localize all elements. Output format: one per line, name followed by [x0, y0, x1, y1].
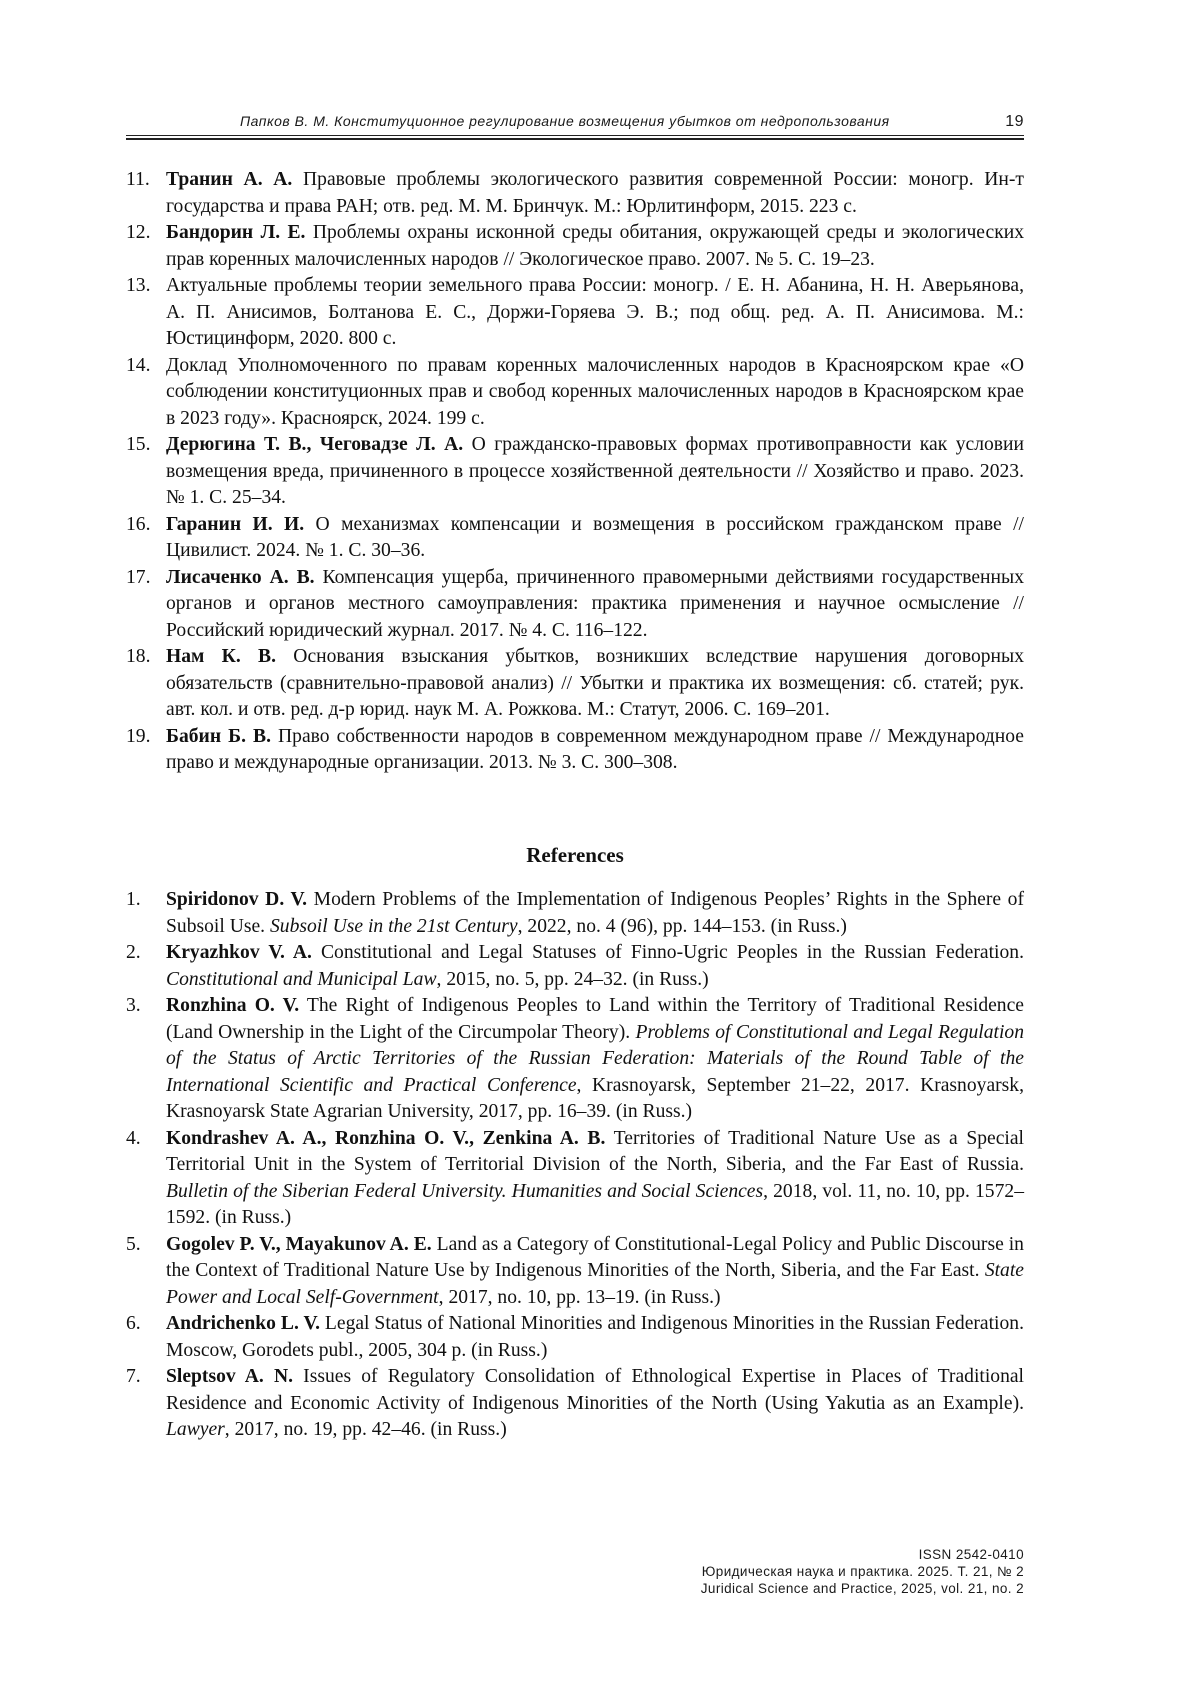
running-header-title: Папков В. М. Конституционное регулирование возмещения убытков от недропользования [240, 113, 890, 129]
reference-item [126, 565, 1024, 645]
english-reference-list [126, 887, 1024, 1444]
reference-number: 13. [126, 275, 151, 296]
reference-text: О механизмах компенсации и возмещения в российском гражданском праве // Цивилист. 2024. № 1. С. 30–36. [166, 513, 1025, 561]
reference-number: 19. [126, 725, 151, 747]
reference-details: , 2017, no. 19, pp. 42–46. (in Russ.) [224, 1419, 507, 1440]
reference-number: 7. [126, 1366, 141, 1387]
reference-number: 15. [126, 434, 151, 455]
reference-author: Бандорин Л. Е. [166, 222, 306, 243]
reference-number: 3. [126, 995, 141, 1016]
reference-number: 11. [126, 169, 150, 190]
footer-issn: ISSN 2542-0410 [918, 1547, 1024, 1562]
reference-item [126, 1232, 1024, 1312]
reference-details: , 2018, vol. 11, no. 10, pp. 1572–1592. (in Russ.) [166, 1180, 1024, 1228]
reference-text: Constitutional and Legal Statuses of Finno-Ugric Peoples in the Russian Federation. [311, 942, 1024, 963]
reference-item [126, 644, 1024, 724]
reference-details: , Krasnoyarsk, September 21–22, 2017. Krasnoyarsk, Krasnoyarsk State Agrarian University, 2017, pp. 16–39. (in Russ.) [166, 1074, 1024, 1122]
reference-details: , 2017, no. 10, pp. 13–19. (in Russ.) [438, 1286, 721, 1308]
reference-item [126, 167, 1024, 220]
reference-item [126, 1126, 1024, 1232]
reference-author: Лисаченко А. В. [166, 566, 315, 588]
reference-text: О гражданско-правовых формах противоправности как условии возмещения вреда, причиненного в процессе хозяйственной деятельности // Хозяйство и право. 2023. № 1. С. 25–34. [166, 434, 1024, 508]
reference-item [126, 1364, 1024, 1444]
reference-details: , 2015, no. 5, pp. 24–32. (in Russ.) [436, 968, 709, 990]
reference-source: Bulletin of the Siberian Federal University. Humanities and Social Sciences [166, 1180, 764, 1202]
reference-number: 12. [126, 222, 151, 243]
reference-item [126, 512, 1024, 565]
reference-number: 1. [126, 889, 141, 910]
reference-text: Актуальные проблемы теории земельного права России: моногр. / Е. Н. Абанина, Н. Н. Аверьянова, А. П. Анисимов, Болтанова Е. С., Доржи-Горяева Э. В.; под общ. ред. А. П. Анисимова. М.: Юстицинформ, 2020. 800 с. [166, 275, 1024, 349]
references-heading: References [526, 843, 624, 867]
reference-item [126, 993, 1024, 1126]
reference-item [126, 273, 1024, 353]
reference-number: 2. [126, 942, 141, 963]
reference-text: Право собственности народов в современном международном праве // Международное право и международные организации. 2013. № 3. С. 300–308. [166, 725, 1024, 773]
reference-item [126, 353, 1024, 433]
reference-details: , 2022, no. 4 (96), pp. 144–153. (in Russ.) [517, 915, 847, 937]
header-rule [126, 135, 1024, 140]
reference-text: Territories of Traditional Nature Use as a Special Territorial Unit in the System of Territorial Division of the North, Siberia, and the Far East of Russia. [166, 1127, 1024, 1175]
reference-source: Problems of Constitutional and Legal Regulation of the Status of Arctic Territories of the Russian Federation: Materials of the Round Table of the International Scientific and Practical Conference [166, 1021, 1025, 1096]
reference-text: Modern Problems of the Implementation of Indigenous Peoples’ Rights in the Sphere of Subsoil Use. [166, 889, 1024, 937]
reference-author: Andrichenko L. V. [166, 1313, 320, 1334]
reference-number: 18. [126, 646, 151, 667]
reference-number: 14. [126, 354, 151, 376]
reference-number: 5. [126, 1233, 141, 1255]
reference-item [126, 1311, 1024, 1364]
reference-number: 17. [126, 566, 151, 588]
reference-author: Gogolev P. V., Mayakunov A. E. [166, 1233, 432, 1255]
reference-author: Kryazhkov V. A. [166, 942, 312, 963]
reference-item [126, 724, 1024, 777]
reference-text: Доклад Уполномоченного по правам коренных малочисленных народов в Красноярском крае «О соблюдении конституционных прав и свобод коренных малочисленных народов в Красноярском крае в 2023 году». Красноярск, 2024. 199 с. [166, 354, 1024, 429]
reference-text: Правовые проблемы экологического развития современной России: моногр. Ин-т государства и права РАН; отв. ред. М. М. Бринчук. М.: Юрлитинформ, 2015. 223 с. [166, 169, 1024, 217]
journal-footer [701, 1546, 1024, 1597]
reference-author: Дерюгина Т. В., Чеговадзе Л. А. [166, 434, 464, 455]
footer-citation-en: Juridical Science and Practice, 2025, vol. 21, no. 2 [700, 1581, 1024, 1596]
footer-citation-ru: Юридическая наука и практика. 2025. Т. 21, № 2 [701, 1564, 1024, 1579]
reference-author: Бабин Б. В. [166, 725, 271, 747]
reference-item [126, 432, 1024, 512]
reference-item [126, 220, 1024, 273]
reference-text: Основания взыскания убытков, возникших вследствие нарушения договорных обязательств (сравнительно-правовой анализ) // Убытки и практика их возмещения: сб. статей; рук. авт. кол. и отв. ред. д-р юрид. наук М. А. Рожкова. М.: Статут, 2006. С. 169–201. [166, 646, 1024, 720]
reference-text: The Right of Indigenous Peoples to Land within the Territory of Traditional Residence (Land Ownership in the Light of the Circumpolar Theory). [166, 995, 1024, 1043]
reference-item [126, 940, 1024, 993]
reference-author: Spiridonov D. V. [166, 889, 308, 910]
reference-number: 4. [126, 1127, 141, 1149]
reference-source: Lawyer [166, 1419, 225, 1440]
russian-reference-list [126, 167, 1024, 777]
reference-text: Issues of Regulatory Consolidation of Ethnological Expertise in Places of Traditional Residence and Economic Activity of Indigenous Minorities of the North (Using Yakutia as an Example). [166, 1366, 1025, 1414]
reference-item [126, 887, 1024, 940]
reference-author: Гаранин И. И. [166, 513, 305, 535]
page-number: 19 [1005, 113, 1024, 130]
reference-text: Legal Status of National Minorities and Indigenous Minorities in the Russian Federation. Moscow, Gorodets publ., 2005, 304 p. (in Russ.) [166, 1313, 1024, 1361]
reference-number: 16. [126, 513, 151, 535]
reference-number: 6. [126, 1313, 141, 1334]
reference-text: Land as a Category of Constitutional-Legal Policy and Public Discourse in the Context of Traditional Nature Use by Indigenous Minorities of the North, Siberia, and the Far East. [166, 1233, 1024, 1281]
reference-author: Нам К. В. [166, 646, 277, 667]
reference-author: Транин А. А. [166, 169, 293, 190]
reference-source: Constitutional and Municipal Law [166, 968, 437, 990]
reference-author: Kondrashev A. A., Ronzhina O. V., Zenkina A. B. [166, 1127, 606, 1149]
reference-author: Ronzhina O. V. [166, 995, 300, 1016]
reference-text: Компенсация ущерба, причиненного правомерными действиями государственных органов и органов местного самоуправления: практика применения и научное осмысление // Российский юридический журнал. 2017. № 4. С. 116–122. [166, 566, 1024, 641]
reference-text: Проблемы охраны исконной среды обитания, окружающей среды и экологических прав коренных малочисленных народов // Экологическое право. 2007. № 5. С. 19–23. [166, 222, 1024, 270]
reference-source: State Power and Local Self-Government [166, 1260, 1024, 1308]
reference-author: Sleptsov A. N. [166, 1366, 294, 1387]
reference-source: Subsoil Use in the 21st Century [269, 915, 518, 937]
